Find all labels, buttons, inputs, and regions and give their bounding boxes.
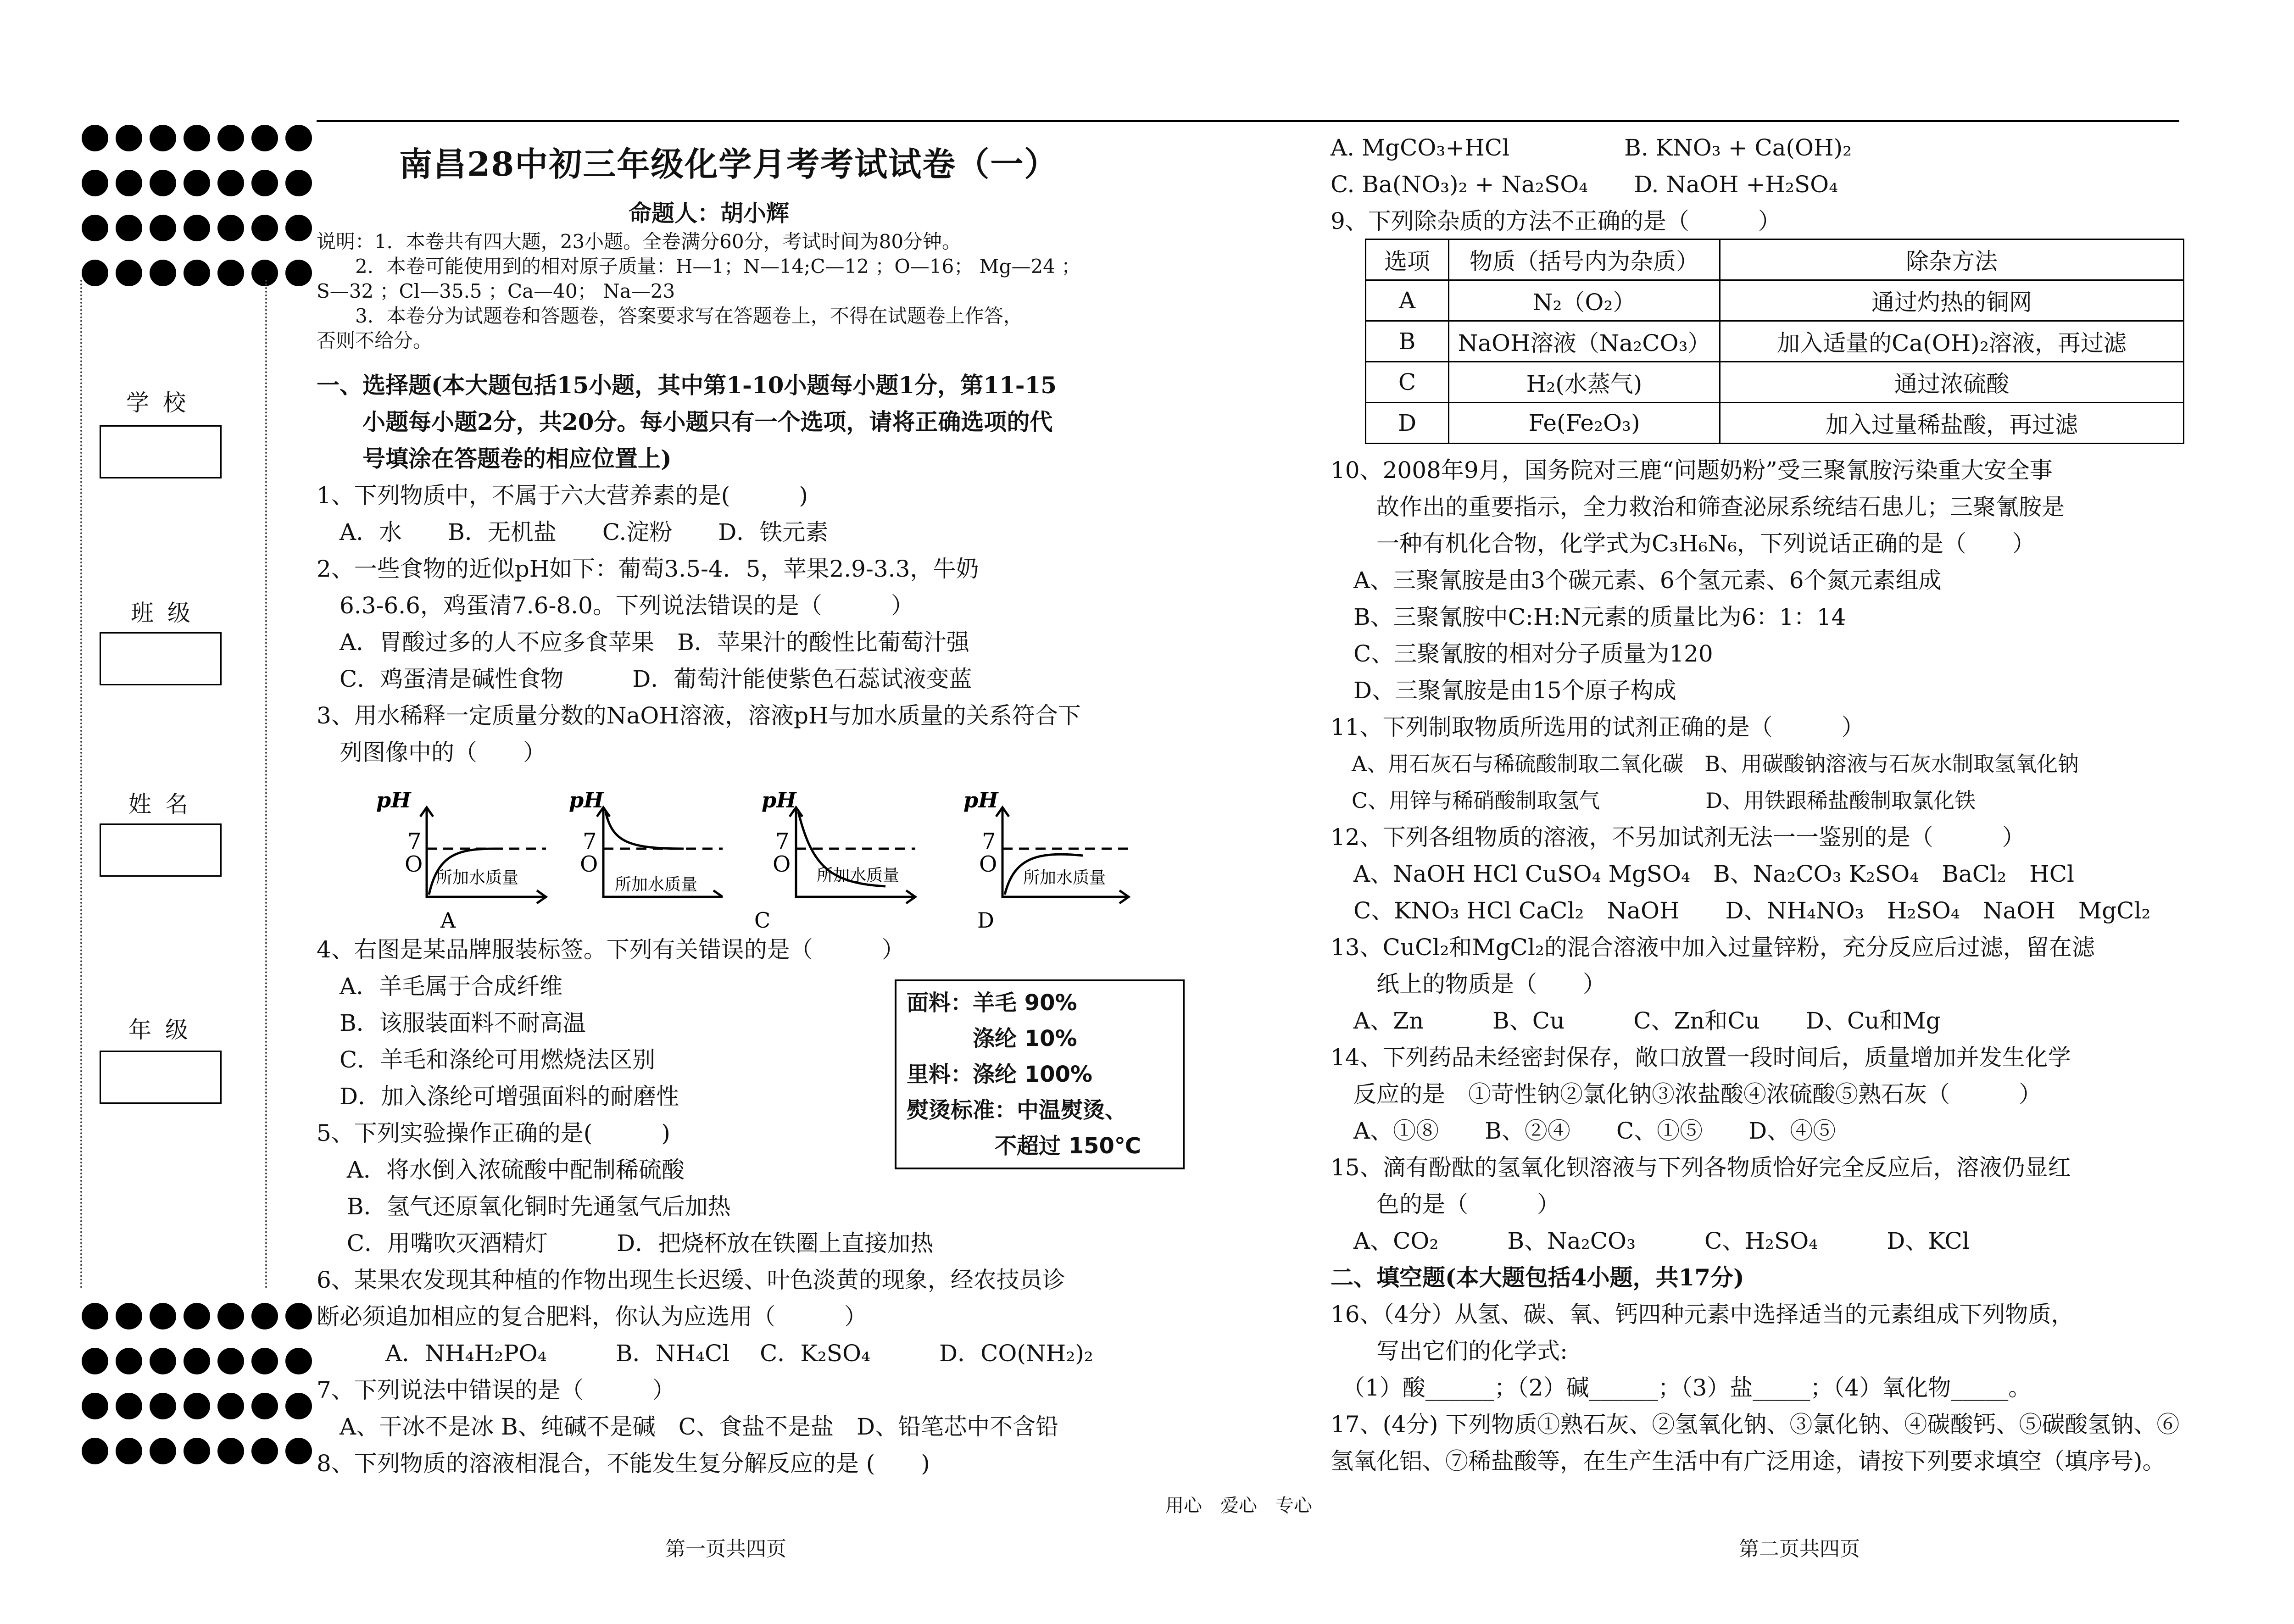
table-cell: 加入适量的Ca(OH)₂溶液，再过滤 (1720, 321, 2184, 362)
binding-dot (82, 1348, 108, 1374)
notes-block (317, 229, 1080, 353)
question-line: 10、2008年9月，国务院对三鹿“问题奶粉”受三聚氰胺污染重大安全事 (1331, 457, 2053, 484)
table-cell: 加入过量稀盐酸，再过滤 (1720, 403, 2184, 444)
binding-dot (184, 170, 210, 196)
binding-dot (116, 1303, 142, 1329)
dot-pattern-bottom (82, 1303, 312, 1464)
graph-a-seven: 7 (407, 829, 422, 854)
binding-dot (150, 1393, 176, 1419)
binding-dot (82, 125, 108, 151)
binding-dot (217, 1393, 244, 1419)
table-cell: Fe(Fe₂O₃) (1449, 403, 1720, 444)
question-line: 6、某果农发现其种植的作物出现生长迟缓、叶色淡黄的现象，经农技员诊 (317, 1267, 1065, 1293)
class-input[interactable] (100, 632, 222, 685)
question-line: C、三聚氰胺的相对分子质量为120 (1331, 640, 1713, 667)
binding-dot (116, 1393, 142, 1419)
question-line: A、干冰不是冰 B、纯碱不是碱 C、食盐不是盐 D、铅笔芯中不含铅 (317, 1413, 1059, 1440)
graph-c (754, 788, 915, 933)
graph-a (376, 788, 546, 933)
question-line: A．羊毛属于合成纤维 (317, 973, 563, 1000)
graph-a-origin: O (405, 851, 423, 877)
section1-title-line: 号填涂在答题卷的相应位置上) (317, 445, 672, 472)
binding-dot (251, 1303, 278, 1329)
question-line: 一种有机化合物，化学式为C₃H₆N₆，下列说话正确的是（ ） (1331, 530, 2035, 557)
question-line: 17、(4分) 下列物质①熟石灰、②氢氧化钠、③氯化钠、④碳酸钙、⑤碳酸氢钠、⑥ (1331, 1411, 2180, 1438)
impurity-table (1365, 239, 2184, 444)
table-cell: 通过灼热的铜网 (1720, 280, 2184, 321)
page-number-left: 第一页共四页 (665, 1537, 786, 1561)
question-line: 16、（4分）从氢、碳、氧、钙四种元素中选择适当的元素组成下列物质， (1331, 1301, 2074, 1328)
question-line: 7、下列说法中错误的是（ ） (317, 1377, 675, 1403)
binding-dot (116, 1438, 142, 1464)
binding-dot (285, 1348, 312, 1374)
binding-dot (184, 260, 210, 286)
graph-b-ph-label: pH (569, 788, 604, 812)
question-line: A．NH₄H₂PO₄ B．NH₄Cl C．K₂SO₄ D．CO(NH₂)₂ (317, 1340, 1093, 1367)
graph-a-xlabel: 所加水质量 (436, 868, 519, 887)
name-label: 姓名 (128, 791, 202, 818)
school-input[interactable] (100, 425, 222, 478)
clothing-label-line: 不超过 150℃ (907, 1133, 1141, 1159)
binding-dot (251, 215, 278, 241)
note-line: 2．本卷可能使用到的相对原子质量：H—1；N—14;C—12 ；O—16； Mg—24 ； (317, 255, 1081, 278)
question-line: 3、用水稀释一定质量分数的NaOH溶液，溶液pH与加水质量的关系符合下 (317, 702, 1081, 729)
question-line: A、三聚氰胺是由3个碳元素、6个氢元素、6个氮元素组成 (1331, 567, 1942, 594)
binding-strip (0, 0, 294, 1624)
question-line: 14、下列药品未经密封保存，敞口放置一段时间后，质量增加并发生化学 (1331, 1044, 2071, 1071)
dot-pattern-top (82, 125, 312, 286)
graph-a-option: A (440, 908, 456, 933)
table-cell: B (1366, 321, 1449, 362)
question-line: 12、下列各组物质的溶液，不另加试剂无法一一鉴别的是（ ） (1331, 824, 2025, 851)
binding-dot (184, 1393, 210, 1419)
binding-dot (184, 215, 210, 241)
graph-c-seven: 7 (775, 829, 790, 854)
graph-c-xlabel: 所加水质量 (817, 866, 900, 885)
footer-motto: 用心 爱心 专心 (1165, 1495, 1312, 1516)
binding-dot (285, 1438, 312, 1464)
binding-dot (285, 125, 312, 151)
graph-c-option: C (754, 908, 771, 933)
ph-graphs (376, 780, 1179, 936)
question-line: 写出它们的化学式: (1331, 1338, 1568, 1364)
graph-b-curve (606, 812, 684, 849)
question-line: A、用石灰石与稀硫酸制取二氧化碳 B、用碳酸钠溶液与石灰水制取氢氧化钠 (1331, 751, 2079, 776)
exam-title: 南昌28中初三年级化学月考考试试卷（一） (399, 145, 1058, 184)
question-line: A、①⑧ B、②④ C、①⑤ D、④⑤ (1331, 1118, 1836, 1144)
binding-dot (184, 1348, 210, 1374)
note-line: 否则不给分。 (317, 329, 433, 352)
table-cell: A (1366, 280, 1449, 321)
class-label: 班级 (131, 600, 204, 626)
question-line: 2、一些食物的近似pH如下：葡萄3.5-4．5，苹果2.9-3.3，牛奶 (317, 556, 979, 582)
question-line: A、Zn B、Cu C、Zn和Cu D、Cu和Mg (1331, 1007, 1941, 1034)
question-line: C、KNO₃ HCl CaCl₂ NaOH D、NH₄NO₃ H₂SO₄ NaOH MgCl₂ (1331, 897, 2151, 924)
graph-b (569, 788, 723, 897)
section1-title-line: 小题每小题2分，共20分。每小题只有一个选项，请将正确选项的代 (317, 408, 1053, 435)
binding-dot (217, 260, 244, 286)
clothing-label (895, 979, 1185, 1169)
question-line: A．将水倒入浓硫酸中配制稀硫酸 (317, 1157, 685, 1183)
question-line: A. MgCO₃+HCl B. KNO₃ + Ca(OH)₂ (1331, 134, 1852, 161)
graph-d-option: D (977, 908, 994, 933)
note-line: 说明：1．本卷共有四大题，23小题。全卷满分60分，考试时间为80分钟。 (317, 230, 962, 253)
question-line: 11、下列制取物质所选用的试剂正确的是（ ） (1331, 714, 1865, 740)
binding-dot (217, 170, 244, 196)
binding-dot (116, 260, 142, 286)
graph-c-ph-label: pH (762, 788, 796, 812)
question-line: C、用锌与稀硝酸制取氢气 D、用铁跟稀盐酸制取氯化铁 (1331, 788, 1976, 813)
question-line: 1、下列物质中，不属于六大营养素的是( ) (317, 482, 808, 509)
binding-dot (285, 215, 312, 241)
clothing-label-line: 里料：涤纶 100% (907, 1062, 1093, 1087)
binding-dot (150, 1303, 176, 1329)
graph-b-xlabel: 所加水质量 (615, 875, 698, 894)
table-cell: 通过浓硫酸 (1720, 362, 2184, 403)
binding-dot (150, 260, 176, 286)
binding-dot (217, 1348, 244, 1374)
page-number-right: 第二页共四页 (1739, 1537, 1860, 1561)
clothing-label-line: 熨烫标准：中温熨烫、 (907, 1097, 1127, 1123)
graph-b-origin: O (580, 851, 598, 877)
question-line: 9、下列除杂质的方法不正确的是（ ） (1331, 208, 1781, 234)
section1-title (317, 367, 1057, 477)
question-line: 故作出的重要指示，全力救治和筛查泌尿系统结石患儿；三聚氰胺是 (1331, 494, 2065, 520)
binding-dot (184, 1438, 210, 1464)
clothing-label-line: 涤纶 10% (907, 1026, 1077, 1051)
binding-dot (150, 125, 176, 151)
question-line: 纸上的物质是（ ） (1331, 971, 1606, 997)
question-line: 断必须追加相应的复合肥料，你认为应选用（ ） (317, 1303, 867, 1330)
question-line: 13、CuCl₂和MgCl₂的混合溶液中加入过量锌粉，充分反应后过滤，留在滤 (1331, 934, 2095, 961)
binding-dot (217, 125, 244, 151)
question-line: C．鸡蛋清是碱性食物 D．葡萄汁能使紫色石蕊试液变蓝 (317, 666, 972, 692)
binding-dot (285, 1393, 312, 1419)
question-line: 5、下列实验操作正确的是( ) (317, 1120, 670, 1146)
graph-d-xlabel: 所加水质量 (1023, 868, 1106, 887)
question-line: 列图像中的（ ） (317, 739, 546, 766)
table-header-cell: 选项 (1366, 239, 1449, 280)
top-rule (317, 120, 2179, 122)
binding-dot (82, 1303, 108, 1329)
table-cell: NaOH溶液（Na₂CO₃） (1449, 321, 1720, 362)
question-line: C．用嘴吹灭酒精灯 D．把烧杯放在铁圈上直接加热 (317, 1230, 934, 1257)
graph-d-ph-label: pH (963, 788, 998, 812)
table-row (1366, 280, 2184, 321)
table-cell: N₂（O₂） (1449, 280, 1720, 321)
question-line: 8、下列物质的溶液相混合，不能发生复分解反应的是 ( ) (317, 1450, 930, 1477)
binding-dot (251, 260, 278, 286)
note-line: S—32 ；Cl—35.5 ；Ca—40； Na—23 (317, 280, 675, 302)
question-line: D．加入涤纶可增强面料的耐磨性 (317, 1083, 679, 1110)
graph-d-origin: O (979, 851, 997, 877)
binding-dot (116, 125, 142, 151)
question-line: 色的是（ ） (1331, 1191, 1560, 1218)
question-line: B、三聚氰胺中C:H:N元素的质量比为6：1：14 (1331, 604, 1846, 630)
binding-dot (116, 1348, 142, 1374)
table-header-row (1366, 239, 2184, 280)
questions-10-15 (1331, 452, 2179, 1479)
binding-dot (82, 215, 108, 241)
binding-dot (251, 1438, 278, 1464)
binding-dot (150, 1348, 176, 1374)
binding-dot (116, 215, 142, 241)
table-row (1366, 403, 2184, 444)
binding-dot (285, 260, 312, 286)
binding-dot (150, 1438, 176, 1464)
binding-dot (217, 1303, 244, 1329)
binding-dot (285, 170, 312, 196)
binding-dot (217, 215, 244, 241)
binding-dot (82, 1393, 108, 1419)
question-line: B．氢气还原氧化铜时先通氢气后加热 (317, 1193, 731, 1220)
binding-dot (184, 125, 210, 151)
question-line: （1）酸______；（2）碱______；（3）盐_____；（4）氧化物_____。 (1331, 1374, 2032, 1401)
graph-d (963, 788, 1129, 933)
q8-options-q9 (1331, 129, 1852, 239)
question-line: A、CO₂ B、Na₂CO₃ C、H₂SO₄ D、KCl (1331, 1228, 1970, 1254)
binding-dot (82, 260, 108, 286)
binding-dot (251, 1348, 278, 1374)
table-cell: D (1366, 403, 1449, 444)
graph-c-origin: O (773, 851, 791, 877)
section1-title-line: 一、选择题(本大题包括15小题，其中第1-10小题每小题1分，第11-15 (317, 372, 1057, 399)
binding-dot (217, 1438, 244, 1464)
table-row (1366, 362, 2184, 403)
table-cell: H₂(水蒸气) (1449, 362, 1720, 403)
graph-b-seven: 7 (583, 829, 597, 854)
binding-dot (251, 125, 278, 151)
questions-1-3 (317, 477, 1081, 771)
binding-dot (116, 170, 142, 196)
binding-dot (285, 1303, 312, 1329)
binding-dot (150, 170, 176, 196)
dotted-line-right (265, 280, 267, 1289)
graph-d-seven: 7 (982, 829, 996, 854)
binding-dot (82, 170, 108, 196)
note-line: 3．本卷分为试题卷和答题卷，答案要求写在答题卷上，不得在试题卷上作答， (317, 305, 1023, 327)
table-header-cell: 物质（括号内为杂质） (1449, 239, 1720, 280)
question-line: 15、滴有酚酞的氢氧化钡溶液与下列各物质恰好完全反应后，溶液仍显红 (1331, 1154, 2071, 1181)
question-line: A、NaOH HCl CuSO₄ MgSO₄ B、Na₂CO₃ K₂SO₄ BaCl₂ HCl (1331, 861, 2074, 887)
section2-title: 二、填空题(本大题包括4小题，共17分) (1331, 1264, 1744, 1291)
table-header-cell: 除杂方法 (1720, 239, 2184, 280)
table-cell: C (1366, 362, 1449, 403)
binding-dot (251, 1393, 278, 1419)
question-line: 6.3-6.6，鸡蛋清7.6-8.0。下列说法错误的是（ ） (317, 592, 914, 619)
question-line: 反应的是 ①苛性钠②氯化钠③浓盐酸④浓硫酸⑤熟石灰（ ） (1331, 1081, 2042, 1107)
question-line: 4、右图是某品牌服装标签。下列有关错误的是（ ） (317, 936, 905, 963)
table-row (1366, 321, 2184, 362)
question-line: A．水 B．无机盐 C.淀粉 D．铁元素 (317, 519, 829, 545)
school-label: 学校 (126, 389, 200, 416)
question-line: D、三聚氰胺是由15个原子构成 (1331, 677, 1676, 704)
question-line: B．该服装面料不耐高温 (317, 1010, 586, 1036)
binding-dot (184, 1303, 210, 1329)
clothing-label-line: 面料：羊毛 90% (907, 990, 1077, 1016)
question-line: 氢氧化铝、⑦稀盐酸等，在生产生活中有广泛用途，请按下列要求填空（填序号)。 (1331, 1448, 2166, 1474)
graph-a-ph-label: pH (376, 788, 411, 812)
dotted-line-left (80, 280, 82, 1289)
question-line: C. Ba(NO₃)₂ + Na₂SO₄ D. NaOH +H₂SO₄ (1331, 171, 1838, 198)
author-line: 命题人：胡小辉 (629, 200, 789, 227)
name-input[interactable] (100, 823, 222, 877)
question-line: A．胃酸过多的人不应多食苹果 B．苹果汁的酸性比葡萄汁强 (317, 629, 969, 656)
binding-dot (251, 170, 278, 196)
binding-dot (150, 215, 176, 241)
grade-input[interactable] (100, 1051, 222, 1104)
binding-dot (82, 1438, 108, 1464)
grade-label: 年级 (128, 1017, 202, 1043)
question-line: C．羊毛和涤纶可用燃烧法区别 (317, 1046, 656, 1073)
